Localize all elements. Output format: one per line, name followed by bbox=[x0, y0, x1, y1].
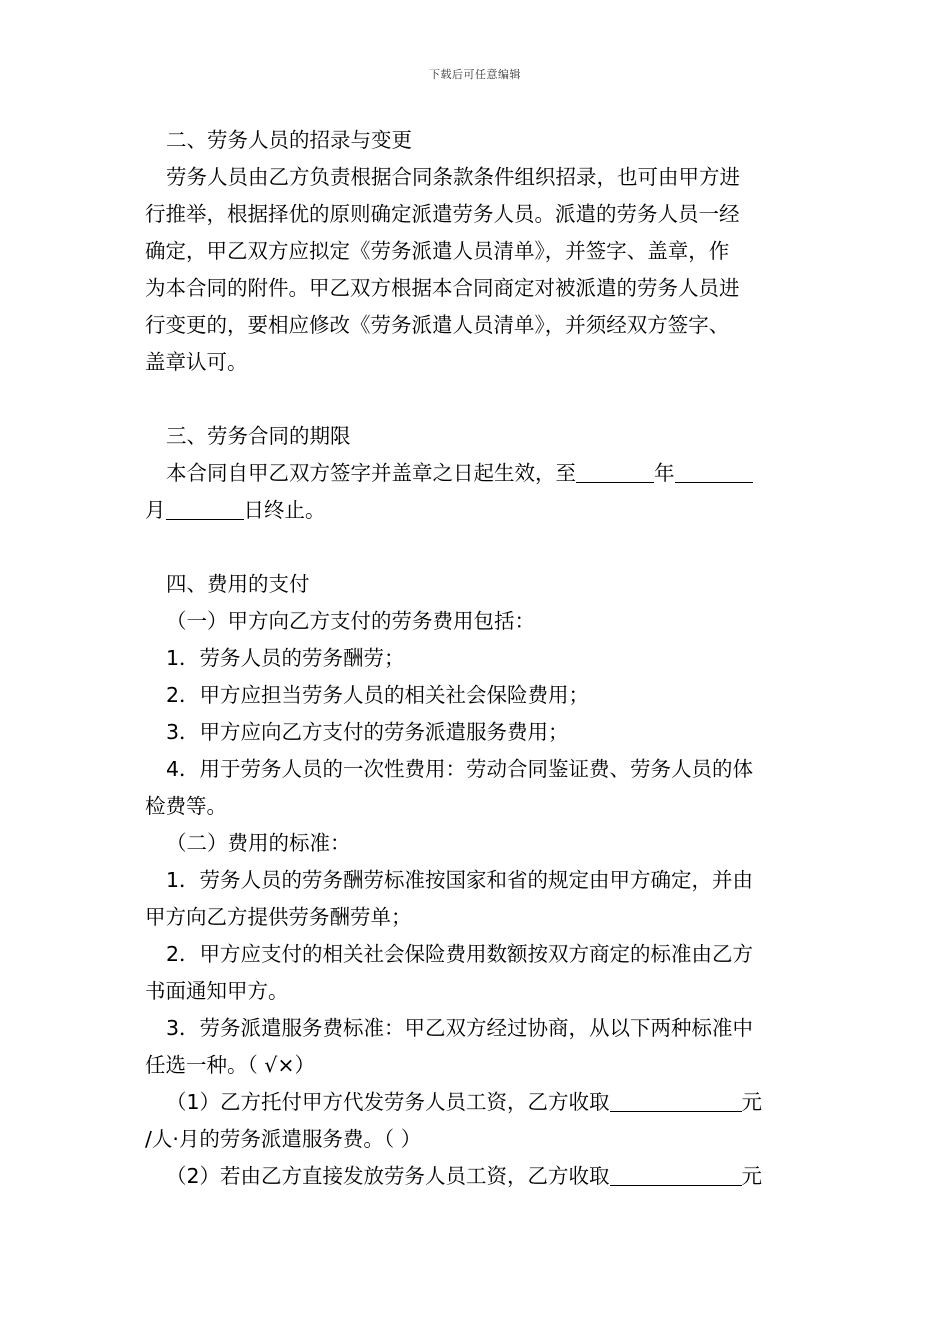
paragraph-line: 行变更的，要相应修改《劳务派遣人员清单》，并须经双方签字、 bbox=[145, 313, 730, 337]
day-blank bbox=[166, 497, 244, 520]
month-label: 月 bbox=[145, 498, 166, 522]
list-item-cont: 任选一种。（ √×） bbox=[145, 1053, 316, 1077]
list-item-cont: 检费等。 bbox=[145, 794, 227, 818]
subsection-title: （一）甲方向乙方支付的劳务费用包括： bbox=[166, 609, 535, 633]
paragraph-line: 行推举，根据择优的原则确定派遣劳务人员。派遣的劳务人员一经 bbox=[145, 202, 740, 226]
paragraph-line: 确定，甲乙双方应拟定《劳务派遣人员清单》，并签字、盖章，作 bbox=[145, 239, 730, 263]
page-header: 下载后可任意编辑 bbox=[429, 68, 521, 81]
term-line-2 bbox=[145, 492, 815, 529]
section-3-title: 三、劳务合同的期限 bbox=[166, 424, 351, 448]
day-label: 日终止。 bbox=[243, 498, 326, 522]
list-item: 3．劳务派遣服务费标准：甲乙双方经过协商，从以下两种标准中 bbox=[166, 1016, 754, 1040]
section-2-title: 二、劳务人员的招录与变更 bbox=[166, 128, 412, 152]
option-2-blank bbox=[610, 1163, 742, 1186]
option-1-text: （1）乙方托付甲方代发劳务人员工资，乙方收取 bbox=[166, 1090, 610, 1114]
paragraph-line: 盖章认可。 bbox=[145, 350, 248, 374]
option-1-unit: 元 bbox=[741, 1090, 763, 1114]
term-text: 本合同自甲乙双方签字并盖章之日起生效，至 bbox=[166, 461, 576, 485]
option-1-blank bbox=[610, 1089, 742, 1112]
month-blank bbox=[675, 460, 753, 483]
list-item: 1．劳务人员的劳务酬劳标准按国家和省的规定由甲方确定，并由 bbox=[166, 868, 754, 892]
paragraph-line: 为本合同的附件。甲乙双方根据本合同商定对被派遣的劳务人员进 bbox=[145, 276, 740, 300]
option-2-text: （2）若由乙方直接发放劳务人员工资，乙方收取 bbox=[166, 1164, 610, 1188]
list-item: 2．甲方应支付的相关社会保险费用数额按双方商定的标准由乙方 bbox=[166, 942, 754, 966]
option-line bbox=[145, 1084, 815, 1121]
year-blank bbox=[576, 460, 654, 483]
list-item-cont: 书面通知甲方。 bbox=[145, 979, 289, 1003]
option-line bbox=[145, 1158, 815, 1195]
paragraph-line: 劳务人员由乙方负责根据合同条款条件组织招录，也可由甲方进 bbox=[166, 165, 740, 189]
list-item: 1．劳务人员的劳务酬劳； bbox=[166, 646, 405, 670]
list-item: 4．用于劳务人员的一次性费用：劳动合同鉴证费、劳务人员的体 bbox=[166, 757, 754, 781]
year-label: 年 bbox=[654, 461, 675, 485]
option-2-unit: 元 bbox=[741, 1164, 763, 1188]
option-1-cont: /人·月的劳务派遣服务费。（ ） bbox=[145, 1127, 422, 1151]
list-item: 2．甲方应担当劳务人员的相关社会保险费用； bbox=[166, 683, 590, 707]
list-item: 3．甲方应向乙方支付的劳务派遣服务费用； bbox=[166, 720, 569, 744]
document-body bbox=[145, 122, 815, 1195]
term-line bbox=[145, 455, 815, 492]
subsection-title: （二）费用的标准： bbox=[166, 831, 351, 855]
list-item-cont: 甲方向乙方提供劳务酬劳单； bbox=[145, 905, 412, 929]
section-4-title: 四、费用的支付 bbox=[166, 572, 310, 596]
